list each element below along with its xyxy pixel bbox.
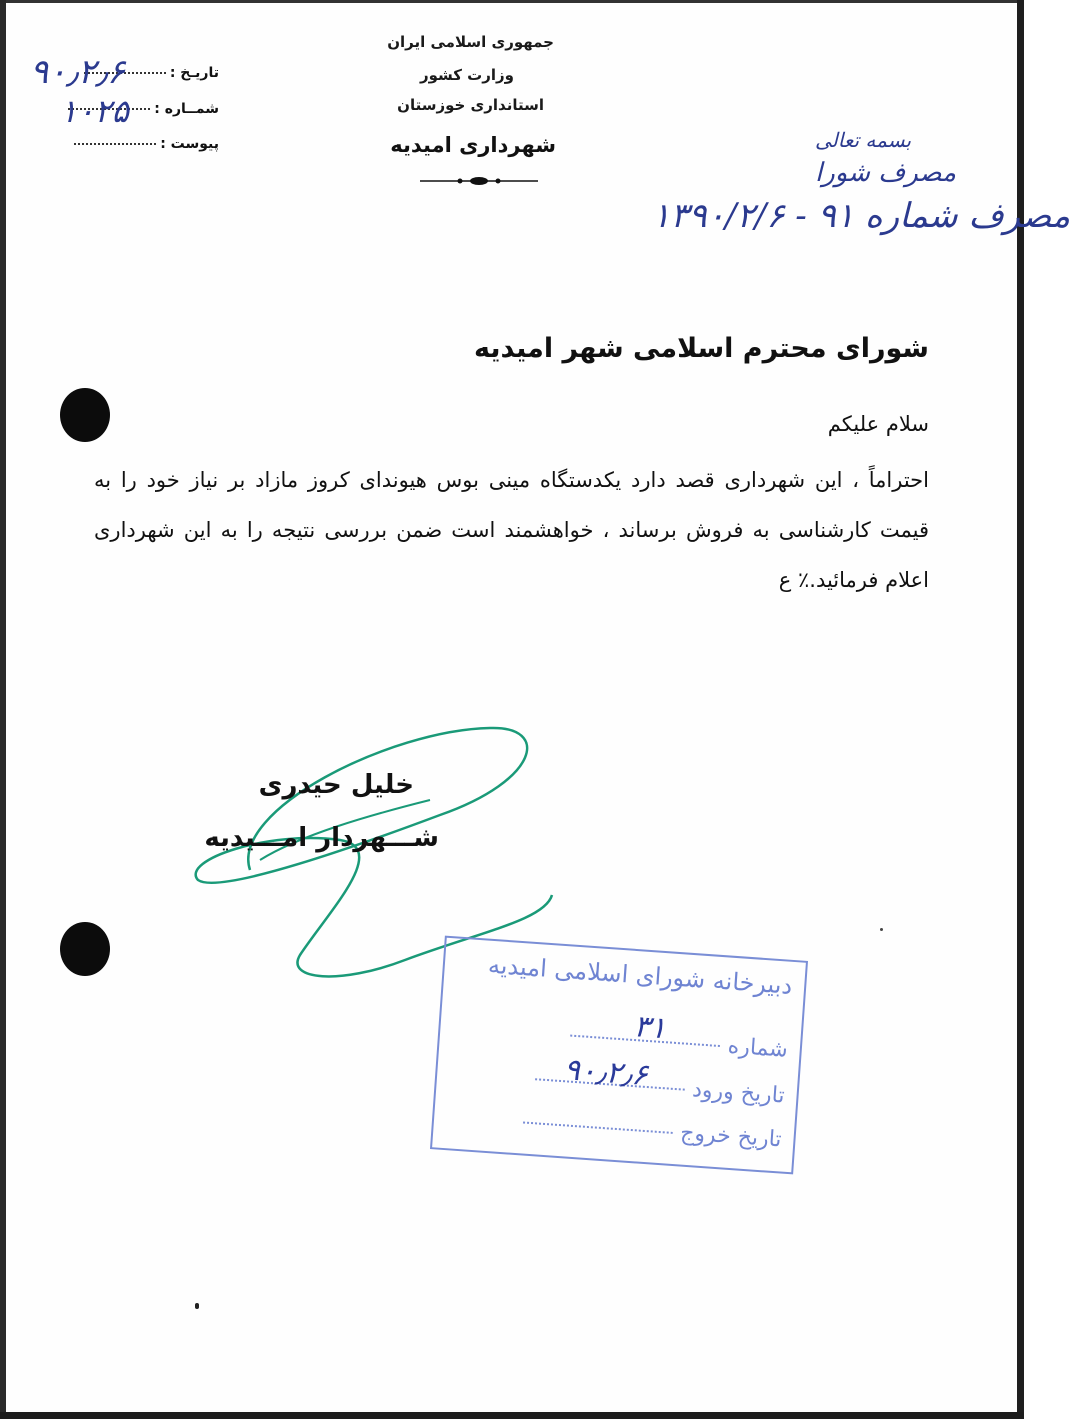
number-label: شمــاره : — [154, 101, 219, 117]
handwritten-invocation: بسمه تعالی — [815, 128, 912, 152]
number-handwritten: ۱۰۲۵ — [60, 92, 129, 130]
letterhead-organization: شهرداری امیدیه — [390, 133, 556, 157]
signatory-title: شـــهردار امـــیدیه — [204, 823, 439, 853]
letterhead-ministry: وزارت کشور — [419, 66, 514, 84]
handwritten-referral: مصرف شورا — [815, 158, 957, 188]
salutation: سلام علیکم — [827, 412, 929, 436]
attachment-dots — [74, 143, 156, 145]
handwritten-registration: مصرف شماره ۹۱ - ۱۳۹۰/۲/۶ — [652, 196, 1070, 236]
stamp-exit-dots — [523, 1121, 673, 1133]
secretariat-stamp — [430, 936, 808, 1175]
letterhead-country: جمهوری اسلامی ایران — [387, 33, 554, 51]
scan-speck — [195, 1303, 199, 1309]
date-label: تاریـخ : — [169, 65, 219, 81]
stamp-exit-label: تاریخ خروج — [679, 1120, 783, 1153]
scan-edge-left — [0, 0, 6, 1419]
letterhead-ornament — [420, 175, 538, 187]
recipient-heading: شورای محترم اسلامی شهر امیدیه — [473, 333, 929, 364]
scan-speck — [880, 928, 883, 931]
stamp-title: دبیرخانه شورای اسلامی امیدیه — [487, 950, 794, 1000]
stamp-entry-label: تاریخ ورود — [691, 1077, 786, 1109]
date-handwritten: ۹۰٫۲٫۶ — [30, 52, 126, 92]
attachment-field — [74, 136, 219, 152]
stamp-entry-handwritten: ۹۰٫۲٫۶ — [562, 1052, 649, 1094]
signatory-name: خلیل حیدری — [258, 770, 414, 800]
scan-edge-bottom — [0, 1412, 1024, 1419]
letter-body: احتراماً ، این شهرداری قصد دارد یکدستگاه مینی بوس هیوندای کروز مازاد بر نیاز خود را به قیمت کارشناسی به فروش برساند ، خواهشمند است ضمن بررسی نتیجه را به این شهرداری اعلام فرمائید.٪ ع — [94, 468, 929, 592]
binder-hole-bottom — [60, 922, 110, 976]
scan-edge-top — [0, 0, 1024, 3]
stamp-number-handwritten: ۳۱ — [632, 1009, 668, 1047]
binder-hole-top — [60, 388, 110, 442]
stamp-number-label: شماره — [727, 1033, 789, 1063]
attachment-label: پیوست : — [160, 136, 219, 152]
letterhead-province: استانداری خوزستان — [397, 96, 544, 114]
stamp-exit-row — [522, 1109, 782, 1152]
